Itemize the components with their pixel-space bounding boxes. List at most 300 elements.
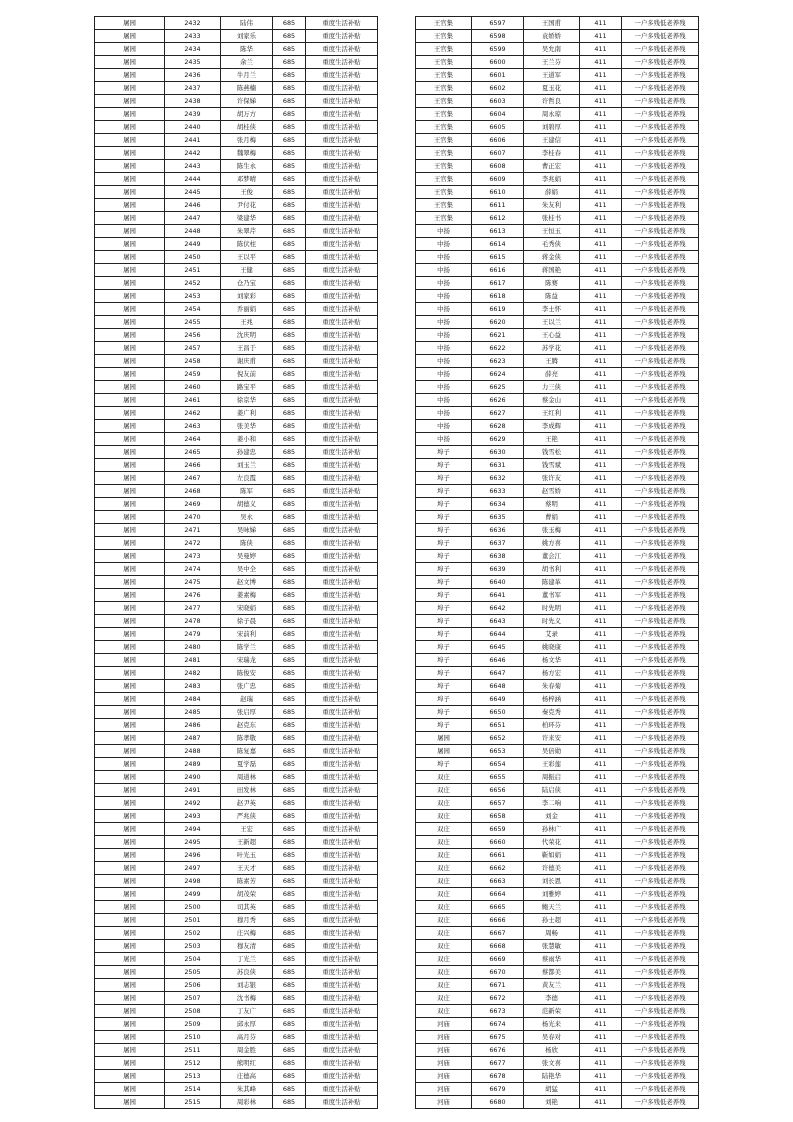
serial-cell: 6651	[472, 719, 524, 732]
table-row	[95, 394, 378, 407]
table-row	[95, 758, 378, 771]
category-cell: 重度生活补贴	[306, 667, 378, 680]
amount-cell: 685	[273, 290, 306, 303]
amount-cell: 411	[580, 485, 622, 498]
amount-cell: 411	[580, 407, 622, 420]
category-cell: 重度生活补贴	[306, 810, 378, 823]
category-cell: 一户多残低老养残	[622, 1018, 699, 1031]
table-row	[95, 992, 378, 1005]
name-cell: 王建信	[524, 134, 580, 147]
table-row	[416, 56, 699, 69]
table-row	[95, 56, 378, 69]
amount-cell: 411	[580, 992, 622, 1005]
town-cell: 双庄	[416, 771, 472, 784]
name-cell: 陈建革	[524, 576, 580, 589]
amount-cell: 411	[580, 524, 622, 537]
serial-cell: 2444	[165, 173, 221, 186]
category-cell: 一户多残低老养残	[622, 979, 699, 992]
category-cell: 重度生活补贴	[306, 641, 378, 654]
serial-cell: 6663	[472, 875, 524, 888]
table-row	[95, 433, 378, 446]
name-cell: 吴永	[221, 511, 273, 524]
category-cell: 重度生活补贴	[306, 797, 378, 810]
amount-cell: 411	[580, 238, 622, 251]
name-cell: 陈益	[524, 290, 580, 303]
category-cell: 一户多残低老养残	[622, 680, 699, 693]
amount-cell: 411	[580, 82, 622, 95]
serial-cell: 2446	[165, 199, 221, 212]
table-row	[95, 693, 378, 706]
right-table	[415, 16, 699, 1109]
serial-cell: 6677	[472, 1057, 524, 1070]
serial-cell: 6647	[472, 667, 524, 680]
name-cell: 刘雅婷	[524, 888, 580, 901]
category-cell: 重度生活补贴	[306, 537, 378, 550]
town-cell: 王官集	[416, 43, 472, 56]
town-cell: 双庄	[416, 966, 472, 979]
town-cell: 屠园	[95, 186, 165, 199]
table-row	[95, 524, 378, 537]
table-row	[416, 628, 699, 641]
category-cell: 重度生活补贴	[306, 368, 378, 381]
category-cell: 一户多残低老养残	[622, 667, 699, 680]
town-cell: 屠园	[95, 940, 165, 953]
serial-cell: 6659	[472, 823, 524, 836]
category-cell: 重度生活补贴	[306, 628, 378, 641]
category-cell: 一户多残低老养残	[622, 706, 699, 719]
table-row	[416, 745, 699, 758]
town-cell: 屠园	[95, 1031, 165, 1044]
town-cell: 屠园	[95, 615, 165, 628]
serial-cell: 2500	[165, 901, 221, 914]
table-row	[95, 251, 378, 264]
name-cell: 董会江	[524, 550, 580, 563]
name-cell: 邓梦晴	[221, 173, 273, 186]
category-cell: 重度生活补贴	[306, 446, 378, 459]
table-row	[416, 108, 699, 121]
serial-cell: 2479	[165, 628, 221, 641]
name-cell: 王心益	[524, 329, 580, 342]
name-cell: 赵克东	[221, 719, 273, 732]
town-cell: 屠园	[95, 524, 165, 537]
category-cell: 一户多残低老养残	[622, 277, 699, 290]
town-cell: 埠子	[416, 667, 472, 680]
table-row	[416, 680, 699, 693]
table-row	[95, 979, 378, 992]
name-cell: 毛秀侠	[524, 238, 580, 251]
category-cell: 重度生活补贴	[306, 472, 378, 485]
table-row	[95, 1057, 378, 1070]
town-cell: 埠子	[416, 589, 472, 602]
table-row	[416, 537, 699, 550]
town-cell: 屠园	[95, 95, 165, 108]
table-row	[95, 95, 378, 108]
name-cell: 牛月兰	[221, 69, 273, 82]
table-row	[416, 1044, 699, 1057]
name-cell: 熊明红	[221, 1057, 273, 1070]
table-row	[416, 1096, 699, 1109]
name-cell: 张慧敏	[524, 940, 580, 953]
amount-cell: 685	[273, 17, 306, 30]
name-cell: 邱永厚	[221, 1018, 273, 1031]
name-cell: 薛亮	[524, 368, 580, 381]
serial-cell: 2496	[165, 849, 221, 862]
name-cell: 宋晓娟	[221, 602, 273, 615]
category-cell: 重度生活补贴	[306, 1057, 378, 1070]
category-cell: 一户多残低老养残	[622, 602, 699, 615]
town-cell: 屠园	[95, 108, 165, 121]
category-cell: 重度生活补贴	[306, 1031, 378, 1044]
town-cell: 屠园	[95, 966, 165, 979]
table-row	[95, 498, 378, 511]
town-cell: 屠园	[95, 706, 165, 719]
name-cell: 范新荣	[524, 1005, 580, 1018]
amount-cell: 685	[273, 433, 306, 446]
name-cell: 董书军	[524, 589, 580, 602]
name-cell: 胡茂荣	[221, 888, 273, 901]
name-cell: 孙建忠	[221, 446, 273, 459]
serial-cell: 2483	[165, 680, 221, 693]
town-cell: 双庄	[416, 823, 472, 836]
name-cell: 乔丽娟	[221, 303, 273, 316]
name-cell: 姜广利	[221, 407, 273, 420]
town-cell: 屠园	[95, 927, 165, 940]
serial-cell: 6662	[472, 862, 524, 875]
serial-cell: 2454	[165, 303, 221, 316]
name-cell: 陈伏柱	[221, 238, 273, 251]
amount-cell: 685	[273, 69, 306, 82]
serial-cell: 2506	[165, 979, 221, 992]
amount-cell: 411	[580, 108, 622, 121]
category-cell: 一户多残低老养残	[622, 641, 699, 654]
town-cell: 中扬	[416, 394, 472, 407]
serial-cell: 2438	[165, 95, 221, 108]
category-cell: 一户多残低老养残	[622, 407, 699, 420]
table-row	[95, 446, 378, 459]
amount-cell: 685	[273, 407, 306, 420]
table-row	[416, 199, 699, 212]
serial-cell: 2467	[165, 472, 221, 485]
name-cell: 时先义	[524, 615, 580, 628]
town-cell: 屠园	[95, 745, 165, 758]
town-cell: 双庄	[416, 849, 472, 862]
category-cell: 重度生活补贴	[306, 888, 378, 901]
table-row	[95, 225, 378, 238]
table-row	[416, 992, 699, 1005]
serial-cell: 6648	[472, 680, 524, 693]
table-row	[416, 563, 699, 576]
amount-cell: 411	[580, 771, 622, 784]
town-cell: 屠园	[95, 797, 165, 810]
town-cell: 屠园	[95, 277, 165, 290]
town-cell: 王官集	[416, 56, 472, 69]
town-cell: 河庙	[416, 1096, 472, 1109]
table-row	[416, 693, 699, 706]
category-cell: 一户多残低老养残	[622, 888, 699, 901]
table-row	[416, 121, 699, 134]
category-cell: 一户多残低老养残	[622, 797, 699, 810]
category-cell: 重度生活补贴	[306, 758, 378, 771]
town-cell: 屠园	[95, 1018, 165, 1031]
name-cell: 陆艳华	[524, 1070, 580, 1083]
serial-cell: 6607	[472, 147, 524, 160]
town-cell: 双庄	[416, 953, 472, 966]
serial-cell: 6641	[472, 589, 524, 602]
amount-cell: 411	[580, 186, 622, 199]
table-row	[416, 277, 699, 290]
name-cell: 陈赛	[524, 277, 580, 290]
serial-cell: 2440	[165, 121, 221, 134]
amount-cell: 685	[273, 212, 306, 225]
amount-cell: 685	[273, 628, 306, 641]
serial-cell: 2470	[165, 511, 221, 524]
category-cell: 重度生活补贴	[306, 602, 378, 615]
serial-cell: 2493	[165, 810, 221, 823]
amount-cell: 685	[273, 1018, 306, 1031]
table-row	[95, 875, 378, 888]
table-row	[95, 82, 378, 95]
amount-cell: 411	[580, 953, 622, 966]
table-row	[416, 784, 699, 797]
table-row	[416, 836, 699, 849]
table-row	[416, 875, 699, 888]
table-row	[416, 1070, 699, 1083]
town-cell: 王官集	[416, 199, 472, 212]
serial-cell: 2482	[165, 667, 221, 680]
category-cell: 重度生活补贴	[306, 355, 378, 368]
amount-cell: 411	[580, 1083, 622, 1096]
name-cell: 姚晓康	[524, 641, 580, 654]
name-cell: 姜素梅	[221, 589, 273, 602]
amount-cell: 411	[580, 940, 622, 953]
name-cell: 王兰芬	[524, 56, 580, 69]
table-row	[416, 446, 699, 459]
table-row	[95, 1070, 378, 1083]
name-cell: 朱其峰	[221, 1083, 273, 1096]
table-row	[95, 836, 378, 849]
category-cell: 重度生活补贴	[306, 95, 378, 108]
name-cell: 沈庆明	[221, 329, 273, 342]
town-cell: 屠园	[95, 407, 165, 420]
name-cell: 刘家彩	[221, 290, 273, 303]
serial-cell: 6649	[472, 693, 524, 706]
name-cell: 陈军	[221, 485, 273, 498]
table-row	[95, 888, 378, 901]
serial-cell: 6602	[472, 82, 524, 95]
name-cell: 吴春对	[524, 1031, 580, 1044]
category-cell: 重度生活补贴	[306, 459, 378, 472]
name-cell: 刘碧厚	[524, 121, 580, 134]
name-cell: 胡万方	[221, 108, 273, 121]
town-cell: 埠子	[416, 511, 472, 524]
serial-cell: 2475	[165, 576, 221, 589]
town-cell: 屠园	[95, 888, 165, 901]
name-cell: 力三侠	[524, 381, 580, 394]
category-cell: 重度生活补贴	[306, 706, 378, 719]
amount-cell: 685	[273, 1005, 306, 1018]
town-cell: 埠子	[416, 485, 472, 498]
town-cell: 屠园	[95, 329, 165, 342]
name-cell: 吴允南	[524, 43, 580, 56]
amount-cell: 411	[580, 1018, 622, 1031]
table-row	[95, 680, 378, 693]
category-cell: 一户多残低老养残	[622, 823, 699, 836]
amount-cell: 685	[273, 1070, 306, 1083]
amount-cell: 685	[273, 875, 306, 888]
town-cell: 屠园	[95, 628, 165, 641]
category-cell: 重度生活补贴	[306, 238, 378, 251]
amount-cell: 685	[273, 394, 306, 407]
amount-cell: 411	[580, 901, 622, 914]
table-row	[416, 966, 699, 979]
town-cell: 中扬	[416, 316, 472, 329]
name-cell: 蔡雨华	[524, 953, 580, 966]
serial-cell: 2445	[165, 186, 221, 199]
serial-cell: 2463	[165, 420, 221, 433]
category-cell: 一户多残低老养残	[622, 446, 699, 459]
amount-cell: 411	[580, 979, 622, 992]
category-cell: 一户多残低老养残	[622, 95, 699, 108]
table-row	[416, 1083, 699, 1096]
serial-cell: 6673	[472, 1005, 524, 1018]
table-row	[95, 654, 378, 667]
table-row	[416, 810, 699, 823]
table-row	[416, 420, 699, 433]
category-cell: 一户多残低老养残	[622, 1044, 699, 1057]
table-row	[416, 914, 699, 927]
amount-cell: 411	[580, 823, 622, 836]
category-cell: 重度生活补贴	[306, 134, 378, 147]
table-row	[416, 485, 699, 498]
table-row	[95, 719, 378, 732]
town-cell: 屠园	[95, 173, 165, 186]
name-cell: 杨文华	[524, 654, 580, 667]
table-row	[416, 407, 699, 420]
table-row	[95, 563, 378, 576]
amount-cell: 411	[580, 875, 622, 888]
category-cell: 一户多残低老养残	[622, 745, 699, 758]
name-cell: 王新超	[221, 836, 273, 849]
category-cell: 重度生活补贴	[306, 1018, 378, 1031]
amount-cell: 685	[273, 238, 306, 251]
table-row	[95, 797, 378, 810]
serial-cell: 6619	[472, 303, 524, 316]
amount-cell: 685	[273, 485, 306, 498]
name-cell: 杨欣	[524, 1044, 580, 1057]
table-row	[95, 745, 378, 758]
amount-cell: 411	[580, 394, 622, 407]
town-cell: 中扬	[416, 329, 472, 342]
serial-cell: 2456	[165, 329, 221, 342]
name-cell: 仓乃宝	[221, 277, 273, 290]
town-cell: 屠园	[95, 472, 165, 485]
category-cell: 重度生活补贴	[306, 56, 378, 69]
town-cell: 埠子	[416, 628, 472, 641]
town-cell: 埠子	[416, 602, 472, 615]
town-cell: 埠子	[416, 446, 472, 459]
name-cell: 王以兰	[524, 316, 580, 329]
category-cell: 重度生活补贴	[306, 160, 378, 173]
town-cell: 王官集	[416, 121, 472, 134]
serial-cell: 6657	[472, 797, 524, 810]
town-cell: 屠园	[95, 719, 165, 732]
category-cell: 一户多残低老养残	[622, 342, 699, 355]
serial-cell: 2469	[165, 498, 221, 511]
category-cell: 一户多残低老养残	[622, 199, 699, 212]
amount-cell: 411	[580, 121, 622, 134]
amount-cell: 411	[580, 732, 622, 745]
amount-cell: 685	[273, 303, 306, 316]
town-cell: 屠园	[416, 732, 472, 745]
category-cell: 重度生活补贴	[306, 693, 378, 706]
category-cell: 重度生活补贴	[306, 914, 378, 927]
name-cell: 宋瑞龙	[221, 654, 273, 667]
amount-cell: 411	[580, 433, 622, 446]
amount-cell: 685	[273, 1031, 306, 1044]
category-cell: 一户多残低老养残	[622, 1070, 699, 1083]
amount-cell: 411	[580, 888, 622, 901]
serial-cell: 6633	[472, 485, 524, 498]
table-row	[416, 433, 699, 446]
serial-cell: 2507	[165, 992, 221, 1005]
serial-cell: 2436	[165, 69, 221, 82]
category-cell: 一户多残低老养残	[622, 303, 699, 316]
amount-cell: 685	[273, 901, 306, 914]
table-row	[95, 1018, 378, 1031]
amount-cell: 685	[273, 342, 306, 355]
amount-cell: 411	[580, 498, 622, 511]
serial-cell: 6656	[472, 784, 524, 797]
table-row	[416, 173, 699, 186]
serial-cell: 6652	[472, 732, 524, 745]
table-row	[416, 459, 699, 472]
serial-cell: 6664	[472, 888, 524, 901]
category-cell: 一户多残低老养残	[622, 459, 699, 472]
category-cell: 重度生活补贴	[306, 654, 378, 667]
serial-cell: 6676	[472, 1044, 524, 1057]
amount-cell: 411	[580, 199, 622, 212]
table-row	[95, 1096, 378, 1109]
category-cell: 重度生活补贴	[306, 329, 378, 342]
amount-cell: 411	[580, 329, 622, 342]
amount-cell: 685	[273, 940, 306, 953]
serial-cell: 6601	[472, 69, 524, 82]
table-row	[95, 173, 378, 186]
serial-cell: 2510	[165, 1031, 221, 1044]
table-row	[416, 264, 699, 277]
table-row	[95, 17, 378, 30]
table-row	[416, 43, 699, 56]
table-row	[416, 667, 699, 680]
category-cell: 一户多残低老养残	[622, 134, 699, 147]
name-cell: 赵瑞	[221, 693, 273, 706]
town-cell: 中扬	[416, 368, 472, 381]
category-cell: 一户多残低老养残	[622, 69, 699, 82]
name-cell: 陈侠	[221, 537, 273, 550]
name-cell: 陈复嘉	[221, 745, 273, 758]
table-row	[416, 940, 699, 953]
town-cell: 埠子	[416, 459, 472, 472]
category-cell: 重度生活补贴	[306, 199, 378, 212]
table-row	[416, 732, 699, 745]
town-cell: 屠园	[95, 1005, 165, 1018]
amount-cell: 685	[273, 1044, 306, 1057]
category-cell: 重度生活补贴	[306, 719, 378, 732]
serial-cell: 6615	[472, 251, 524, 264]
amount-cell: 411	[580, 1031, 622, 1044]
serial-cell: 2508	[165, 1005, 221, 1018]
amount-cell: 411	[580, 849, 622, 862]
